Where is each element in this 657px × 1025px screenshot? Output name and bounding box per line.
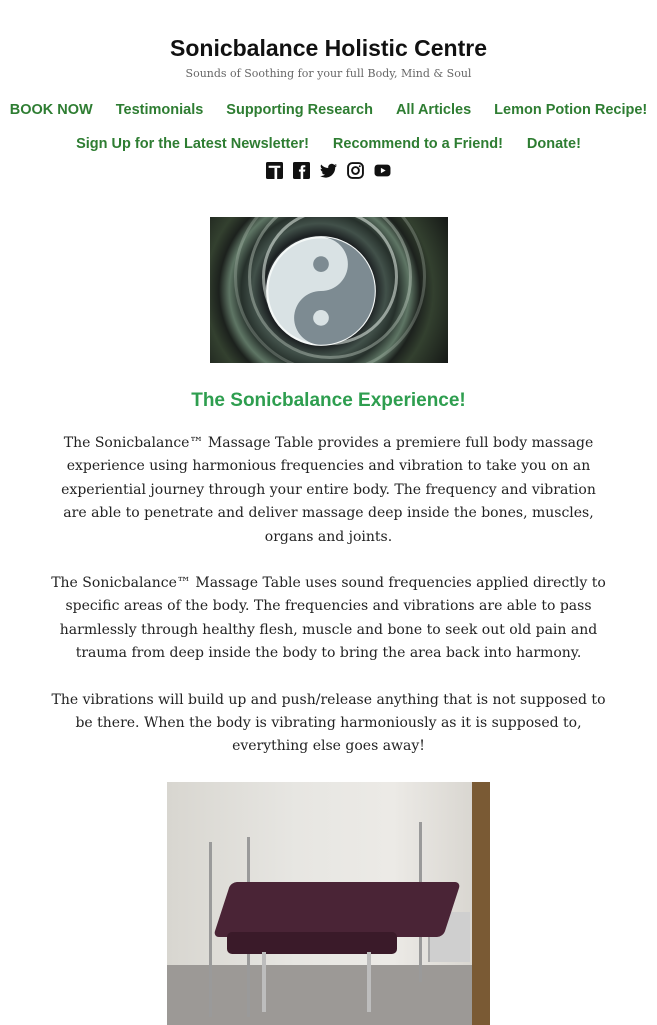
nav-link-newsletter[interactable]: Sign Up for the Latest Newsletter!: [76, 136, 309, 152]
paragraph: The Sonicbalance™ Massage Table uses sound frequencies applied directly to specific areas of the body. The frequencies and vibrations are able to pass harmlessly through healthy flesh, muscle and bone to seek out old pain and trauma from deep inside the body to bring the area back into harmony.: [51, 575, 606, 662]
yin-yang-icon: [265, 235, 377, 347]
nav-link-all-articles[interactable]: All Articles: [395, 102, 472, 118]
site-title[interactable]: Sonicbalance Holistic Centre: [170, 35, 487, 61]
social-links: [0, 162, 657, 179]
section-title: The Sonicbalance Experience!: [191, 390, 466, 411]
main-navigation: [0, 100, 657, 179]
site-header: [0, 0, 657, 82]
article-content: [0, 432, 657, 759]
nav-link-book-now[interactable]: BOOK NOW: [9, 102, 93, 118]
youtube-icon[interactable]: [374, 162, 391, 179]
paragraph: The vibrations will build up and push/release anything that is not supposed to be there. When the body is vibrating harmoniously as it is supposed to, everything else goes away!: [51, 691, 606, 755]
paragraph: The Sonicbalance™ Massage Table provides a premiere full body massage experience using harmonious frequencies and vibration to take you on an experiential journey through your entire body. The frequency and vibration are able to penetrate and deliver massage deep inside the bones, muscles, organs and joints.: [61, 435, 596, 545]
site-tagline: Sounds of Soothing for your full Body, Mind & Soul: [185, 67, 472, 80]
massage-table-photo: [167, 782, 490, 1025]
nav-link-supporting-research[interactable]: Supporting Research: [226, 102, 373, 118]
nav-link-lemon-potion-recipe[interactable]: Lemon Potion Recipe!: [494, 102, 648, 118]
nav-row-primary: [0, 100, 657, 120]
instagram-icon[interactable]: [347, 162, 364, 179]
yin-yang-skylight-image: [210, 217, 448, 363]
facebook-icon[interactable]: [293, 162, 310, 179]
facebook-square-icon[interactable]: [266, 162, 283, 179]
nav-link-donate[interactable]: Donate!: [526, 136, 581, 152]
nav-link-recommend[interactable]: Recommend to a Friend!: [332, 136, 503, 152]
nav-row-secondary: [0, 134, 657, 154]
twitter-icon[interactable]: [320, 162, 337, 179]
nav-link-testimonials[interactable]: Testimonials: [115, 102, 204, 118]
